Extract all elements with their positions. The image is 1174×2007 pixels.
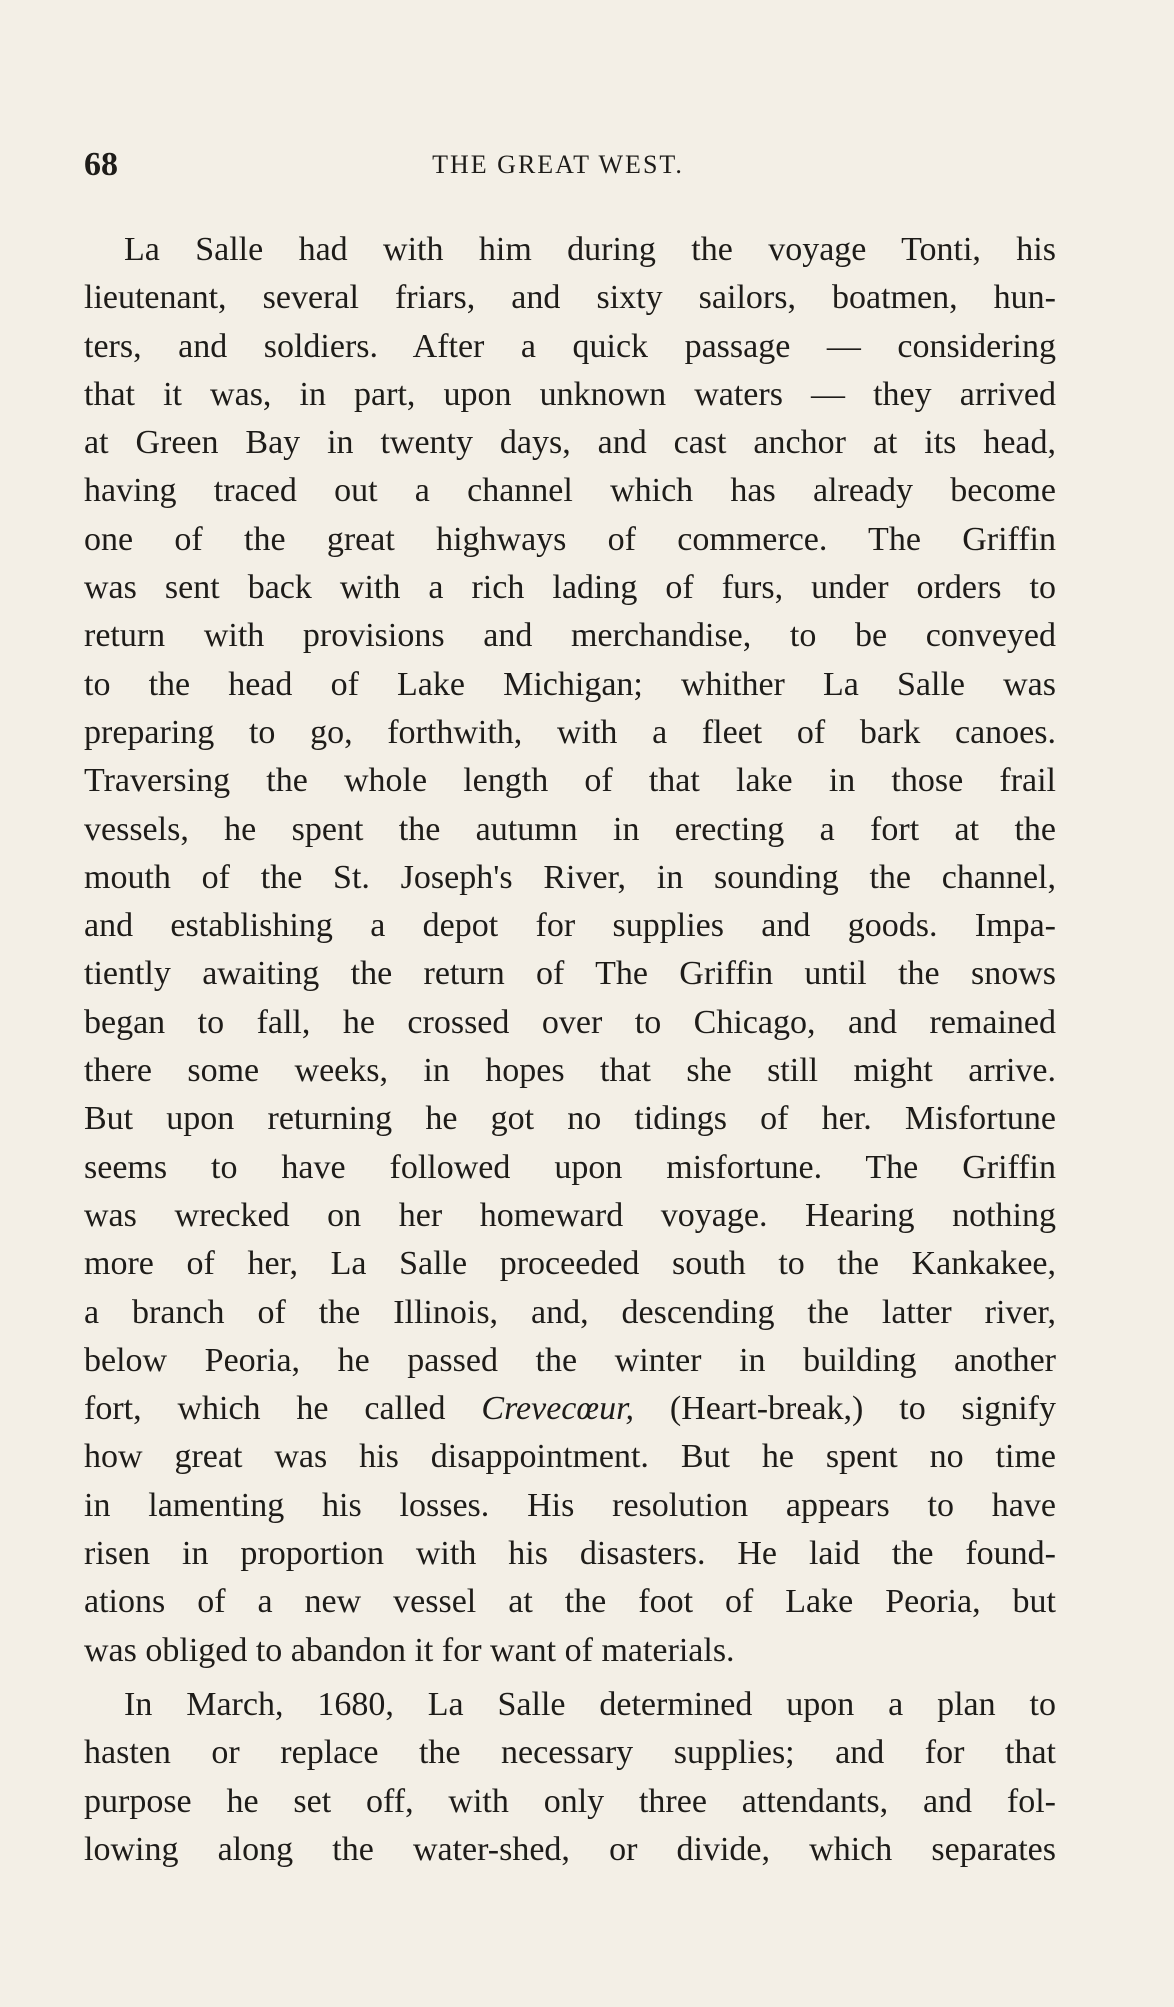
text-line: In March, 1680, La Salle determined upon a plan to: [124, 1685, 1056, 1723]
text-line: vessels, he spent the autumn in erecting a fort at the: [84, 810, 1056, 848]
text-line: purpose he set off, with only three attendants, and fol-: [84, 1782, 1056, 1820]
text-line: and establishing a depot for supplies and goods. Impa-: [84, 907, 1056, 945]
paragraph-2: [84, 1681, 1056, 1874]
text-line: to the head of Lake Michigan; whither La Salle was: [84, 665, 1056, 703]
body-text: [84, 226, 1056, 1874]
text-line: how great was his disappointment. But he spent no time: [84, 1438, 1056, 1476]
text-line: was sent back with a rich lading of furs, under orders to: [84, 569, 1056, 607]
text-line-with-italic: [84, 1385, 1056, 1433]
italic-term: Crevecœur,: [481, 1390, 635, 1428]
page-header: [84, 146, 1084, 186]
page-number: 68: [84, 146, 118, 183]
text-line: mouth of the St. Joseph's River, in sounding the channel,: [84, 858, 1056, 896]
text-line: tiently awaiting the return of The Griffin until the snows: [84, 955, 1056, 993]
text-segment: (Heart-break,) to signify: [634, 1390, 1056, 1428]
text-line: La Salle had with him during the voyage Tonti, his: [124, 231, 1056, 268]
running-head: THE GREAT WEST.: [432, 150, 684, 179]
text-line: ters, and soldiers. After a quick passage — considering: [84, 327, 1056, 365]
text-line: having traced out a channel which has already become: [84, 472, 1056, 510]
text-line: in lamenting his losses. His resolution appears to have: [84, 1486, 1056, 1524]
text-line: ations of a new vessel at the foot of Lake Peoria, but: [84, 1583, 1056, 1621]
text-line: But upon returning he got no tidings of her. Misfortune: [84, 1100, 1056, 1138]
text-line: a branch of the Illinois, and, descending the latter river,: [84, 1293, 1056, 1331]
text-line: risen in proportion with his disasters. He laid the found-: [84, 1535, 1056, 1573]
paragraph-1: [84, 226, 1056, 1675]
text-line: more of her, La Salle proceeded south to the Kankakee,: [84, 1245, 1056, 1283]
text-line: was obliged to abandon it for want of materials.: [84, 1631, 735, 1669]
text-line: was wrecked on her homeward voyage. Hearing nothing: [84, 1196, 1056, 1234]
text-line: there some weeks, in hopes that she still might arrive.: [84, 1052, 1056, 1090]
text-line: below Peoria, he passed the winter in building another: [84, 1341, 1056, 1379]
text-line: seems to have followed upon misfortune. The Griffin: [84, 1148, 1056, 1186]
text-line: began to fall, he crossed over to Chicago, and remained: [84, 1003, 1056, 1041]
text-line: hasten or replace the necessary supplies; and for that: [84, 1734, 1056, 1772]
text-line: one of the great highways of commerce. The Griffin: [84, 520, 1056, 558]
text-line: at Green Bay in twenty days, and cast anchor at its head,: [84, 424, 1056, 462]
text-line: preparing to go, forthwith, with a fleet of bark canoes.: [84, 713, 1056, 751]
text-line: that it was, in part, upon unknown waters — they arrived: [84, 375, 1056, 413]
text-line: return with provisions and merchandise, to be conveyed: [84, 617, 1056, 655]
text-line: lieutenant, several friars, and sixty sailors, boatmen, hun-: [84, 279, 1056, 317]
text-line: Traversing the whole length of that lake in those frail: [84, 762, 1056, 800]
text-line: lowing along the water-shed, or divide, which separates: [84, 1830, 1056, 1868]
text-segment: fort, which he called: [84, 1390, 482, 1428]
